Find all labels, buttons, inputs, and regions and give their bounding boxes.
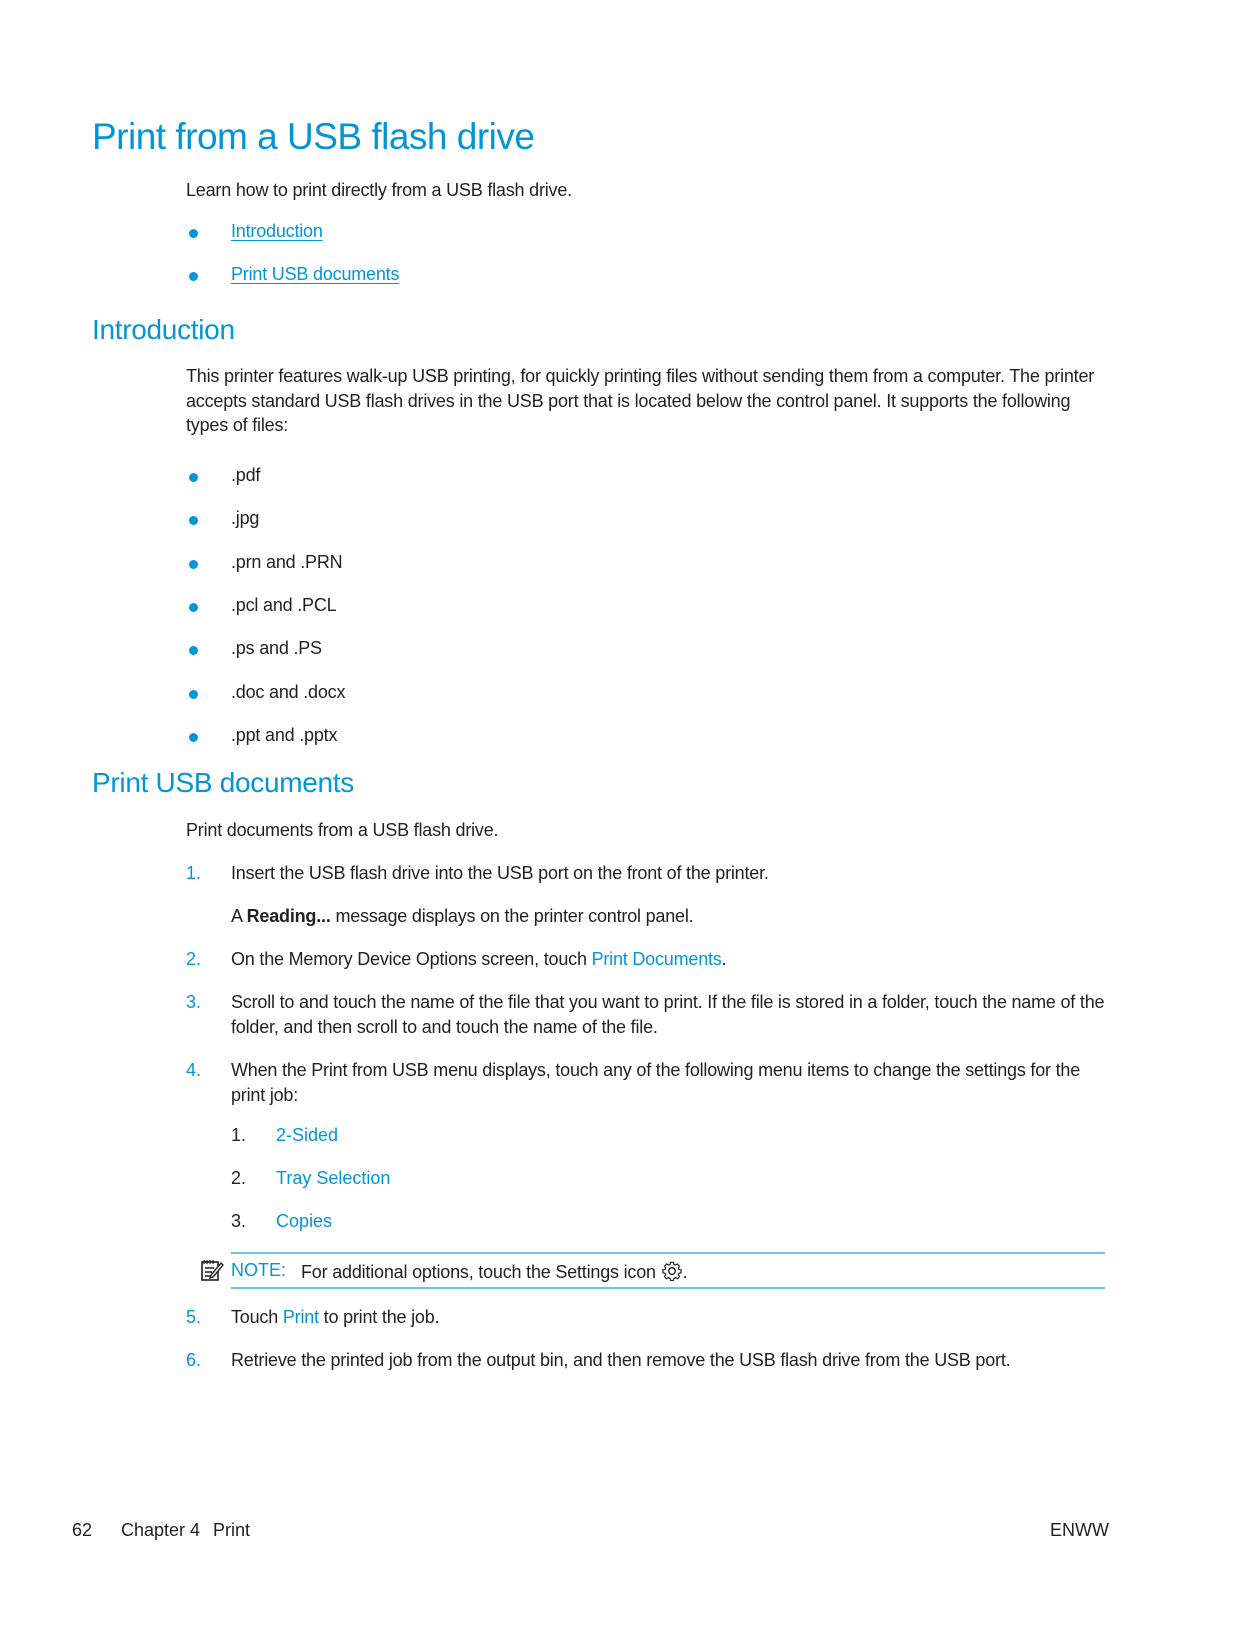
- step-text-prefix: On the Memory Device Options screen, touch: [231, 949, 592, 969]
- bullet-icon: [189, 473, 198, 482]
- footer-chapter-title: Print: [213, 1520, 251, 1540]
- file-type-label: .doc and .docx: [231, 681, 346, 702]
- bullet-icon: [189, 272, 198, 281]
- step-number: 6.: [186, 1350, 202, 1370]
- result-prefix: A: [231, 906, 247, 926]
- note-box: [200, 1258, 1120, 1284]
- step-number: 5.: [186, 1307, 202, 1327]
- bullet-icon: [189, 560, 198, 569]
- option-tray-selection[interactable]: Tray Selection: [276, 1168, 391, 1188]
- step-text: Scroll to and touch the name of the file that you want to print. If the file is stored in a folder, touch the name of the folder, and then scroll to and touch the name of the file.: [231, 992, 1105, 1037]
- toc-link-print-usb-documents[interactable]: Print USB documents: [231, 264, 400, 284]
- option-2-sided[interactable]: 2-Sided: [276, 1125, 339, 1145]
- bullet-icon: [189, 516, 198, 525]
- step-number: 2.: [186, 949, 202, 969]
- toc-link-introduction[interactable]: Introduction: [231, 221, 323, 241]
- note-bottom-rule: [231, 1287, 1105, 1289]
- option-number: 2.: [231, 1168, 247, 1188]
- section-heading-print-usb-documents: Print USB documents: [92, 767, 354, 798]
- option-number: 3.: [231, 1211, 247, 1231]
- note-pad-icon: [200, 1258, 224, 1282]
- print-usb-intro: Print documents from a USB flash drive.: [186, 820, 499, 840]
- page-number: 62: [72, 1520, 93, 1540]
- step-text: When the Print from USB menu displays, touch any of the following menu items to change the settings for the print job:: [231, 1060, 1081, 1105]
- step-number: 4.: [186, 1060, 202, 1080]
- result-suffix: message displays on the printer control panel.: [330, 906, 694, 926]
- section-heading-introduction: Introduction: [92, 314, 235, 345]
- file-type-label: .jpg: [231, 508, 260, 529]
- settings-gear-icon: [661, 1260, 683, 1282]
- print-documents-option[interactable]: Print Documents: [591, 949, 722, 969]
- step-text-suffix: .: [721, 949, 727, 969]
- step-number: 3.: [186, 992, 202, 1012]
- step-text: [231, 947, 1106, 972]
- option-copies[interactable]: Copies: [276, 1211, 333, 1231]
- file-type-label: .prn and .PRN: [231, 551, 343, 572]
- step-result-text: [231, 904, 1106, 929]
- note-top-rule: [231, 1252, 1105, 1254]
- bullet-icon: [189, 646, 198, 655]
- file-type-label: .pdf: [231, 465, 261, 485]
- print-option[interactable]: Print: [282, 1307, 319, 1327]
- introduction-paragraph: This printer features walk-up USB printing, for quickly printing files without sending them from a computer. The printer accepts standard USB flash drives in the USB port that is located below the control panel. It supports the following types of files:: [186, 366, 1095, 435]
- footer-chapter: Chapter 4: [121, 1520, 201, 1540]
- step-text-suffix: to print the job.: [318, 1307, 440, 1327]
- note-punctuation: .: [682, 1262, 688, 1282]
- intro-text: Learn how to print directly from a USB flash drive.: [186, 180, 572, 200]
- footer-locale: ENWW: [1050, 1520, 1109, 1540]
- step-text-prefix: Touch: [231, 1307, 283, 1327]
- bullet-icon: [189, 733, 198, 742]
- step-text: Insert the USB flash drive into the USB port on the front of the printer.: [231, 863, 769, 883]
- note-label: NOTE:: [231, 1260, 287, 1280]
- bullet-icon: [189, 229, 198, 238]
- step-number: 1.: [186, 863, 202, 883]
- bullet-icon: [189, 690, 198, 699]
- step-text: [231, 1305, 1106, 1330]
- reading-message: Reading...: [246, 906, 331, 926]
- file-type-label: .ppt and .pptx: [231, 724, 338, 745]
- page-title: Print from a USB flash drive: [92, 116, 535, 157]
- bullet-icon: [189, 603, 198, 612]
- file-type-label: .pcl and .PCL: [231, 594, 337, 615]
- note-message: For additional options, touch the Settings icon: [301, 1262, 656, 1282]
- note-text: [301, 1260, 687, 1283]
- option-number: 1.: [231, 1125, 247, 1145]
- step-text: Retrieve the printed job from the output bin, and then remove the USB flash drive from the USB port.: [231, 1350, 1011, 1370]
- file-type-label: .ps and .PS: [231, 638, 322, 659]
